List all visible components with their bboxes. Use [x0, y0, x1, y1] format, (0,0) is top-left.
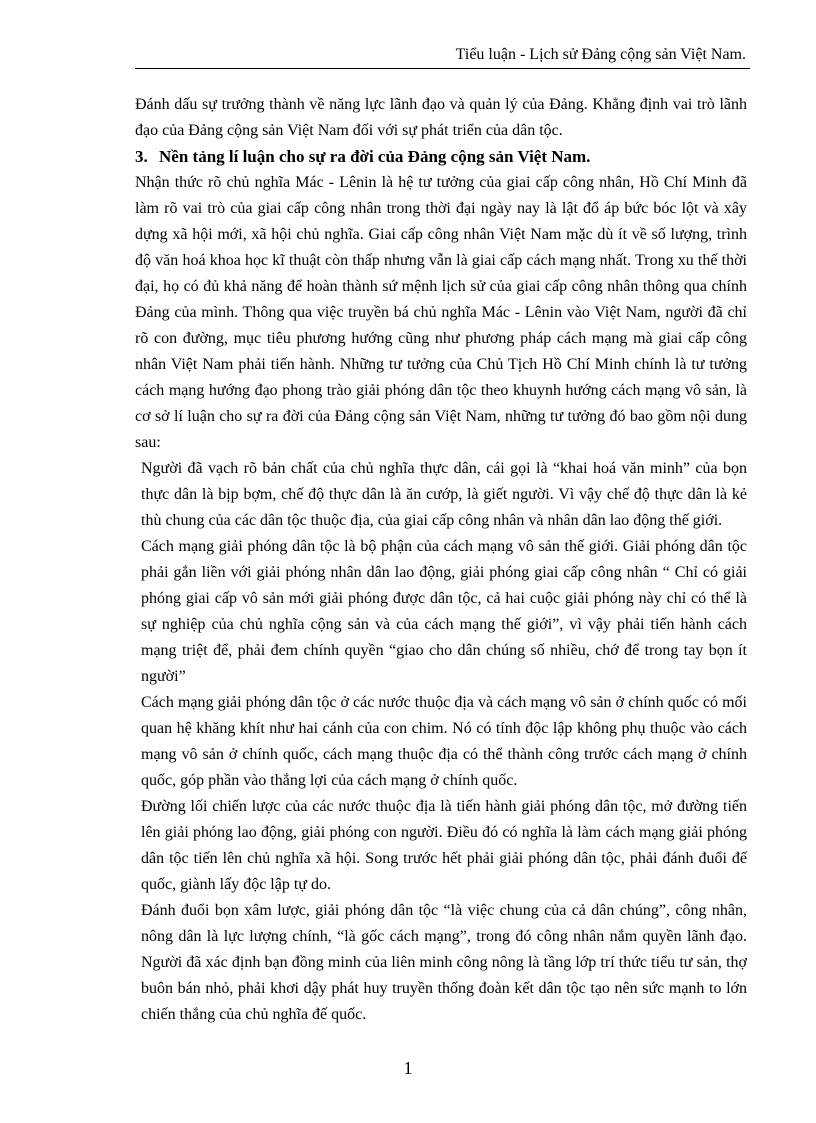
main-paragraph: Nhận thức rõ chủ nghĩa Mác - Lênin là hệ tư tưởng của giai cấp công nhân, Hồ Chí Minh đã làm rõ vai trò của giai cấp công nhân trong thời đại ngày nay là lật đổ áp bức bóc lột và xây dựng xã hội mới, xã hội chủ nghĩa. Giai cấp công nhân Việt Nam mặc dù ít về số lượng, trình độ văn hoá khoa học kĩ thuật còn thấp nhưng vẫn là giai cấp cách mạng nhất. Trong xu thế thời đại, họ có đủ khả năng để hoàn thành sứ mệnh lịch sử của giai cấp công nhân thông qua chính Đảng của mình. Thông qua việc truyền bá chủ nghĩa Mác - Lênin vào Việt Nam, người đã chỉ rõ con đường, mục tiêu phương hướng cũng như phương pháp cách mạng mà giai cấp công nhân Việt Nam phải tiến hành. Những tư tưởng của Chủ Tịch Hồ Chí Minh chính là tư tưởng cách mạng hướng đạo phong trào giải phóng dân tộc theo khuynh hướng cách mạng vô sản, là cơ sở lí luận cho sự ra đời của Đảng cộng sản Việt Nam, những tư tưởng đó bao gồm nội dung sau: [135, 174, 747, 451]
point-1: Người đã vạch rõ bản chất của chủ nghĩa thực dân, cái gọi là “khai hoá văn minh” của bọn thực dân là bịp bợm, chế độ thực dân là ăn cướp, là giết người. Vì vậy chế độ thực dân là kẻ thù chung của các dân tộc thuộc địa, của giai cấp công nhân và nhân dân lao động thế giới. [141, 460, 747, 529]
point-4: Đường lối chiến lược của các nước thuộc địa là tiến hành giải phóng dân tộc, mở đường tiến lên giải phóng lao động, giải phóng con người. Điều đó có nghĩa là làm cách mạng giải phóng dân tộc tiến lên chủ nghĩa xã hội. Song trước hết phải giải phóng dân tộc, phải đánh đuổi đế quốc, giành lấy độc lập tự do. [141, 798, 747, 893]
point-2: Cách mạng giải phóng dân tộc là bộ phận của cách mạng vô sản thế giới. Giải phóng dân tộc phải gắn liền với giải phóng nhân dân lao động, giải phóng giai cấp công nhân “ Chỉ có giải phóng giai cấp vô sản mới giải phóng được dân tộc, cả hai cuộc giải phóng này chỉ có thể là sự nghiệp của chủ nghĩa cộng sản và của cách mạng thế giới”, vì vậy phải tiến hành cách mạng triệt để, phải đem chính quyền “giao cho dân chúng số nhiều, chớ để trong tay bọn ít người” [141, 538, 747, 685]
running-header-title: Tiểu luận - Lịch sử Đảng cộng sản Việt Nam. [455, 46, 746, 63]
section-number: 3. [135, 147, 148, 166]
intro-paragraph: Đánh dấu sự trưởng thành về năng lực lãnh đạo và quản lý của Đảng. Khẳng định vai trò lãnh đạo của Đảng cộng sản Việt Nam đối với sự phát triển của dân tộc. [135, 96, 747, 139]
point-3: Cách mạng giải phóng dân tộc ở các nước thuộc địa và cách mạng vô sản ở chính quốc có mối quan hệ khăng khít như hai cánh của con chim. Nó có tính độc lập không phụ thuộc vào cách mạng vô sản ở chính quốc, cách mạng thuộc địa có thể thành công trước cách mạng ở chính quốc, góp phần vào thắng lợi của cách mạng ở chính quốc. [141, 694, 747, 789]
point-5: Đánh đuổi bọn xâm lược, giải phóng dân tộc “là việc chung của cả dân chúng”, công nhân, nông dân là lực lượng chính, “là gốc cách mạng”, trong đó công nhân nắm quyền lãnh đạo. Người đã xác định bạn đồng minh của liên minh công nông là tầng lớp trí thức tiểu tư sản, thợ buôn bán nhỏ, phải khơi dậy phát huy truyền thống đoàn kết dân tộc tạo nên sức mạnh to lớn chiến thắng của chủ nghĩa đế quốc. [141, 902, 747, 1023]
page-number: 1 [403, 1058, 413, 1078]
document-body [135, 92, 747, 1028]
section-heading [135, 144, 747, 170]
header-divider [135, 68, 750, 69]
section-title: Nền tảng lí luận cho sự ra đời của Đảng cộng sản Việt Nam. [159, 147, 591, 166]
